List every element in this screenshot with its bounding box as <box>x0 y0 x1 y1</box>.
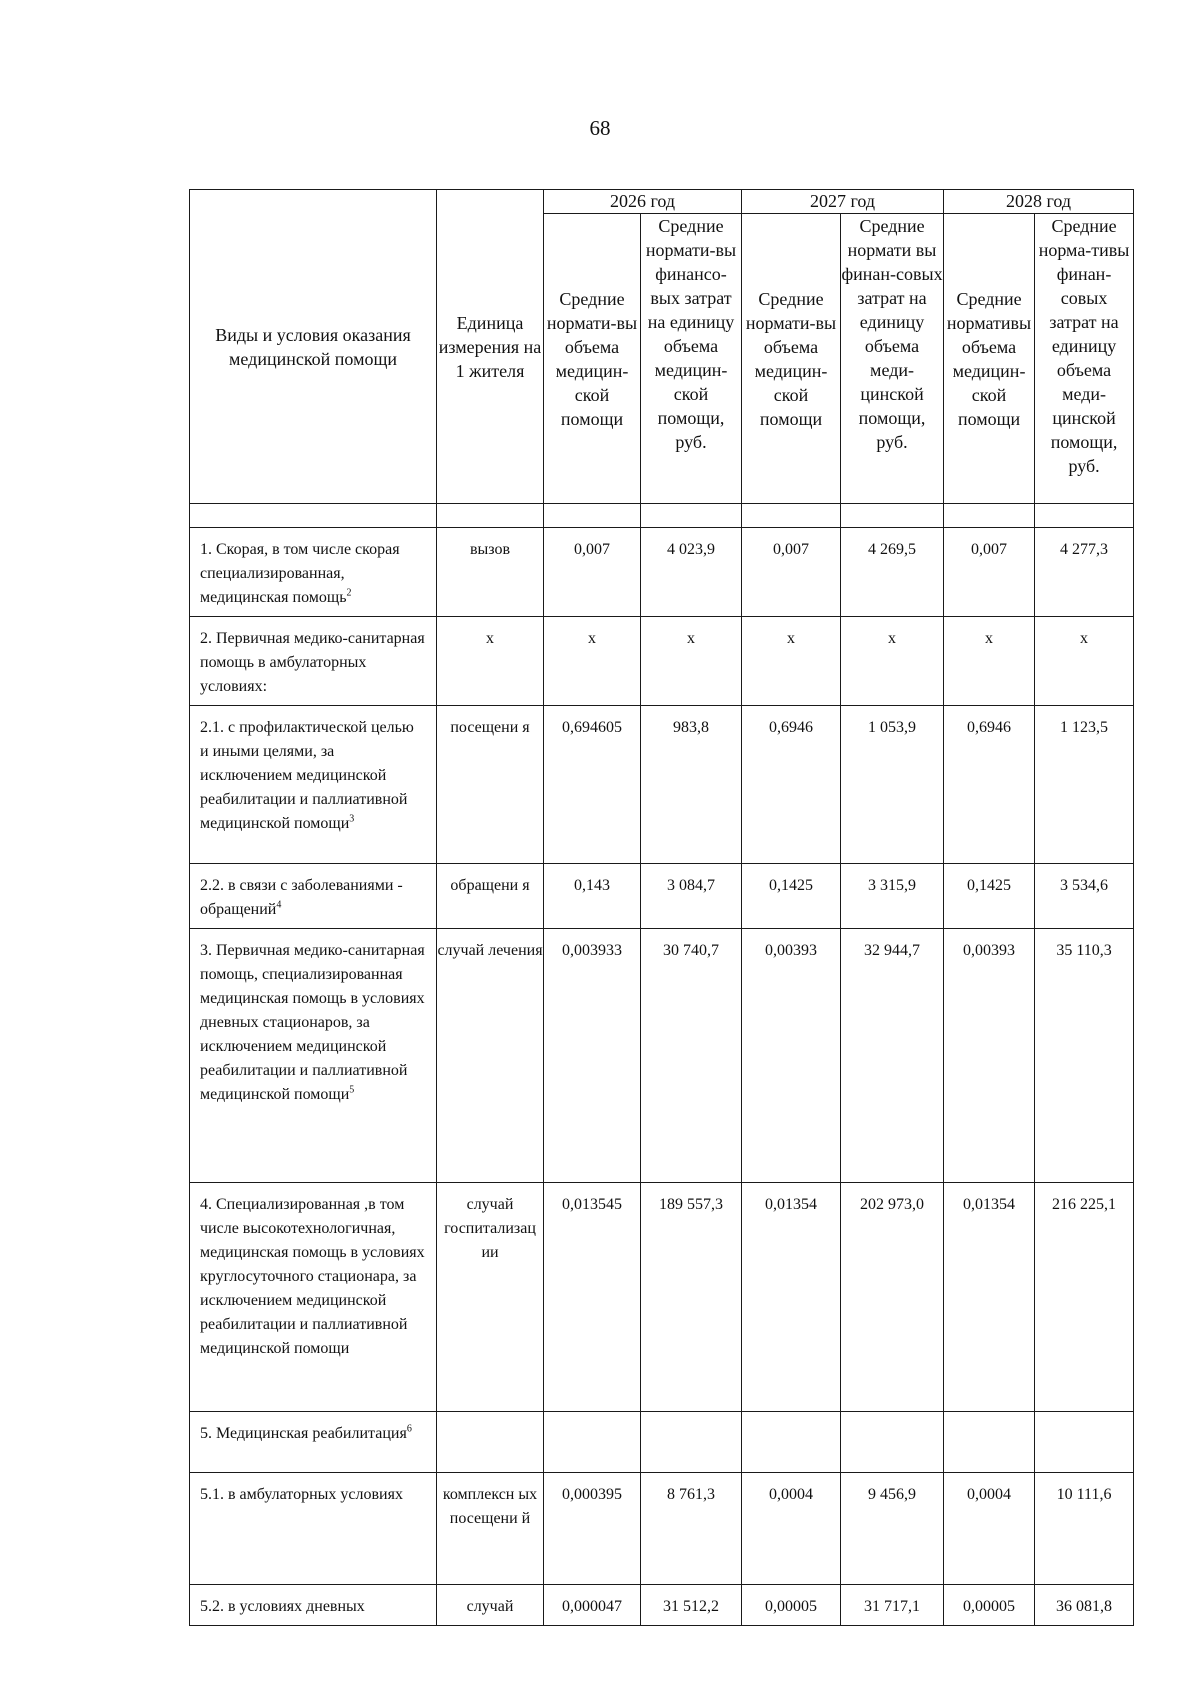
row-value: 0,01354 <box>944 1183 1035 1412</box>
row-value: 0,0004 <box>944 1473 1035 1585</box>
header-year-2027: 2027 год <box>742 190 944 214</box>
row-value: 10 111,6 <box>1035 1473 1134 1585</box>
row-name-text: 2.1. с профилактической целью и иными целями, за исключением медицинской реабилитации и паллиативной медицинской помощи <box>200 719 414 832</box>
table-row <box>190 1473 1134 1585</box>
row-name-text: 3. Первичная медико-санитарная помощь, специализированная медицинская помощь в условиях дневных стационаров, за исключением медицинской реабилитации и паллиативной медицинской помощи <box>200 942 425 1103</box>
header-cost-2027: Средние нормати вы финан-совых затрат на единицу объема меди-цинской помощи, руб. <box>841 214 944 504</box>
row-unit: обращени я <box>437 864 544 929</box>
row-unit: комплексн ых посещени й <box>437 1473 544 1585</box>
row-value: 0,01354 <box>742 1183 841 1412</box>
row-value: 0,6946 <box>944 706 1035 864</box>
row-value: 32 944,7 <box>841 929 944 1183</box>
header-year-2028: 2028 год <box>944 190 1134 214</box>
row-unit: посещени я <box>437 706 544 864</box>
row-unit: вызов <box>437 528 544 617</box>
row-value: 0,007 <box>742 528 841 617</box>
row-name <box>190 1585 437 1626</box>
row-value <box>742 1412 841 1473</box>
row-value <box>641 1412 742 1473</box>
footnote-ref: 4 <box>276 899 282 911</box>
row-unit: случай лечения <box>437 929 544 1183</box>
row-value: 0,00005 <box>742 1585 841 1626</box>
row-value: 0,6946 <box>742 706 841 864</box>
row-value: 0,000047 <box>544 1585 641 1626</box>
row-value: 8 761,3 <box>641 1473 742 1585</box>
header-volume-2026: Средние нормати-вы объема медицин-ской помощи <box>544 214 641 504</box>
row-value: 0,000395 <box>544 1473 641 1585</box>
row-value: 0,013545 <box>544 1183 641 1412</box>
footnote-ref: 2 <box>346 587 352 599</box>
row-value: 0,00393 <box>742 929 841 1183</box>
row-value: 31 717,1 <box>841 1585 944 1626</box>
row-name <box>190 929 437 1183</box>
row-unit: х <box>437 617 544 706</box>
row-name <box>190 1473 437 1585</box>
row-unit <box>437 1412 544 1473</box>
row-name-text: 5.1. в амбулаторных условиях <box>200 1486 403 1503</box>
row-value: х <box>944 617 1035 706</box>
row-value: 0,143 <box>544 864 641 929</box>
row-value: х <box>841 617 944 706</box>
row-value <box>544 1412 641 1473</box>
row-value: 31 512,2 <box>641 1585 742 1626</box>
row-value: 35 110,3 <box>1035 929 1134 1183</box>
row-value: 1 053,9 <box>841 706 944 864</box>
row-value: 4 277,3 <box>1035 528 1134 617</box>
row-value: 189 557,3 <box>641 1183 742 1412</box>
row-value: х <box>641 617 742 706</box>
row-value: 36 081,8 <box>1035 1585 1134 1626</box>
row-value: х <box>1035 617 1134 706</box>
row-value: 0,0004 <box>742 1473 841 1585</box>
row-value: 1 123,5 <box>1035 706 1134 864</box>
row-value: 3 315,9 <box>841 864 944 929</box>
row-value: 0,00393 <box>944 929 1035 1183</box>
table-row <box>190 617 1134 706</box>
row-name-text: 5.2. в условиях дневных <box>200 1598 365 1615</box>
table-row <box>190 864 1134 929</box>
row-value: х <box>742 617 841 706</box>
page-number: 68 <box>589 116 611 140</box>
row-name <box>190 864 437 929</box>
row-value: 983,8 <box>641 706 742 864</box>
row-value: 4 023,9 <box>641 528 742 617</box>
header-name: Виды и условия оказания медицинской помощи <box>190 190 437 504</box>
footnote-ref: 3 <box>349 813 355 825</box>
row-name <box>190 706 437 864</box>
row-name <box>190 1183 437 1412</box>
row-name-text: 1. Скорая, в том числе скорая специализированная, медицинская помощь <box>200 541 400 606</box>
table-row <box>190 929 1134 1183</box>
table-row <box>190 528 1134 617</box>
row-value <box>841 1412 944 1473</box>
row-value: 3 534,6 <box>1035 864 1134 929</box>
row-value: 0,694605 <box>544 706 641 864</box>
table-row <box>190 1412 1134 1473</box>
row-value: 9 456,9 <box>841 1473 944 1585</box>
row-value: 3 084,7 <box>641 864 742 929</box>
row-value <box>944 1412 1035 1473</box>
header-year-2026: 2026 год <box>544 190 742 214</box>
header-cost-2026: Средние нормати-вы финансо-вых затрат на единицу объема медицин-ской помощи, руб. <box>641 214 742 504</box>
row-value: 0,1425 <box>742 864 841 929</box>
row-value: 0,00005 <box>944 1585 1035 1626</box>
header-volume-2027: Средние нормати-вы объема медицин-ской помощи <box>742 214 841 504</box>
footnote-ref: 6 <box>406 1423 412 1435</box>
row-unit: случай госпитализац ии <box>437 1183 544 1412</box>
table-row <box>190 1183 1134 1412</box>
table-row <box>190 706 1134 864</box>
row-value: 0,1425 <box>944 864 1035 929</box>
row-value: 0,007 <box>544 528 641 617</box>
row-name <box>190 617 437 706</box>
standards-table <box>189 189 1134 1626</box>
row-value: 216 225,1 <box>1035 1183 1134 1412</box>
footnote-ref: 5 <box>349 1084 355 1096</box>
header-cost-2028: Средние норма-тивы финан-совых затрат на единицу объема меди-цинской помощи, руб. <box>1035 214 1134 504</box>
row-value <box>1035 1412 1134 1473</box>
row-value: 4 269,5 <box>841 528 944 617</box>
row-value: х <box>544 617 641 706</box>
row-value: 30 740,7 <box>641 929 742 1183</box>
row-name-text: 4. Специализированная ,в том числе высокотехнологичная, медицинская помощь в условиях круглосуточного стационара, за исключением медицинской реабилитации и паллиативной медицинской помощи <box>200 1196 425 1357</box>
row-name-text: 2.2. в связи с заболеваниями - обращений <box>200 877 403 918</box>
spacer-row <box>190 504 1134 528</box>
row-name-text: 5. Медицинская реабилитация <box>200 1425 407 1442</box>
row-name <box>190 528 437 617</box>
row-name-text: 2. Первичная медико-санитарная помощь в амбулаторных условиях: <box>200 630 425 695</box>
header-volume-2028: Средние нормативы объема медицин-ской помощи <box>944 214 1035 504</box>
row-unit: случай <box>437 1585 544 1626</box>
row-value: 0,003933 <box>544 929 641 1183</box>
table-row <box>190 1585 1134 1626</box>
row-value: 202 973,0 <box>841 1183 944 1412</box>
header-unit: Единица измерения на 1 жителя <box>437 190 544 504</box>
row-name <box>190 1412 437 1473</box>
row-value: 0,007 <box>944 528 1035 617</box>
